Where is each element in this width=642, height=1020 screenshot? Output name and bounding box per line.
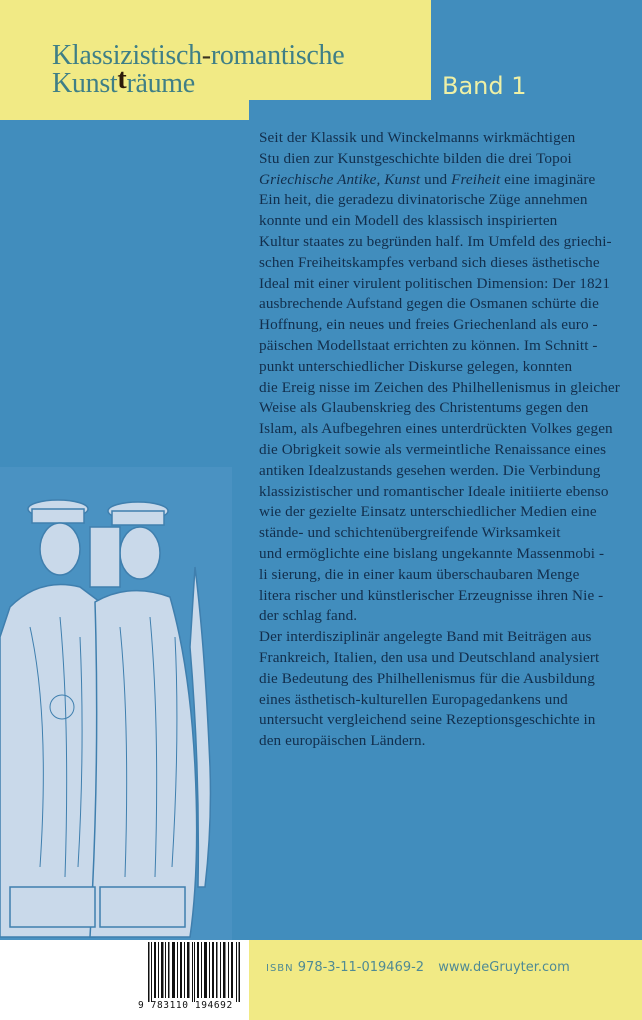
publisher-url[interactable]: www.deGruyter.com: [438, 960, 570, 975]
title-accent-letter: t: [117, 64, 127, 95]
blurb-text: [259, 128, 639, 752]
blurb-line: Islam, als Aufbegehren eines unterdrückten Volkes gegen: [259, 420, 613, 438]
blurb-line: Seit der Klassik und Winckelmanns wirkmächtigen: [259, 129, 576, 146]
blurb-line: den europäischen Ländern.: [259, 732, 426, 750]
blurb-line: Stu dien zur Kunstgeschichte bilden die drei Topoi: [259, 149, 572, 167]
book-title: [52, 42, 344, 98]
blurb-line: Ideal mit einer virulent politischen Dimension: Der 1821: [259, 274, 611, 292]
isbn-number: 978-3-11-019469-2: [297, 960, 425, 975]
blurb-line: schen Freiheitskampfes verband sich dieses ästhetische: [259, 253, 600, 271]
blurb-line: der schlag fand.: [259, 607, 358, 625]
barcode-digits: 9 783110 194692: [138, 1000, 233, 1011]
blurb-line: Ein heit, die geradezu divinatorische Züge annehmen: [259, 191, 588, 209]
volume-label: Band 1: [442, 72, 527, 100]
caryatid-illustration-icon: [0, 467, 232, 940]
title-line-2: [52, 64, 344, 99]
statue-illustration: [0, 467, 232, 940]
blurb-line: Frankreich, Italien, den usa und Deutschland analysiert: [259, 648, 600, 666]
blurb-line: punkt unterschiedlicher Diskurse gelegen, konnten: [259, 357, 573, 375]
title-hyphen: -: [201, 40, 211, 71]
blurb-line: Griechische Antike, Kunst und Freiheit eine imaginäre: [259, 170, 596, 188]
blurb-line: und ermöglichte eine bislang ungekannte Massenmobi -: [259, 544, 605, 562]
blurb-line: stände- und schichtenübergreifende Wirksamkeit: [259, 524, 561, 542]
blurb-line: antiken Idealzustands gesehen werden. Die Verbindung: [259, 461, 601, 479]
blurb-line: Weise als Glaubenskrieg des Christentums gegen den: [259, 399, 589, 417]
blurb-line: die Obrigkeit sowie als vermeintliche Renaissance eines: [259, 440, 607, 458]
blurb-line: ausbrechende Aufstand gegen die Osmanen schürte die: [259, 295, 599, 313]
blurb-line: untersucht vergleichend seine Rezeptionsgeschichte in: [259, 711, 596, 729]
blurb-line: litera rischer und künstlerischer Erzeugnisse ihren Nie -: [259, 586, 604, 604]
blurb-line: konnte und ein Modell des klassisch inspirierten: [259, 212, 558, 230]
blurb-line: li sierung, die in einer kaum überschaubaren Menge: [259, 565, 580, 583]
title-panel-extension: [0, 100, 249, 120]
isbn-label: ISBN: [266, 963, 294, 974]
blurb-line: eines ästhetisch-kulturellen Europagedankens und: [259, 690, 568, 708]
blurb-line: Der interdisziplinär angelegte Band mit Beiträgen aus: [259, 628, 592, 646]
blurb-line: Kultur staates zu begründen half. Im Umfeld des griechi-: [259, 232, 612, 250]
footer-panel: [249, 940, 642, 1020]
title-word: Kunst: [52, 68, 118, 99]
blurb-line: die Bedeutung des Philhellenismus für die Ausbildung: [259, 669, 595, 687]
barcode-icon: [148, 942, 240, 1002]
title-word: romantische: [210, 40, 345, 71]
blurb-line: klassizistischer und romantischer Ideale initiierte ebenso: [259, 482, 609, 500]
blurb-line: päischen Modellstaat errichten zu können. Im Schnitt -: [259, 336, 598, 354]
blurb-line: die Ereig nisse im Zeichen des Philhellenismus in gleicher: [259, 378, 620, 396]
title-line-1: [52, 42, 344, 70]
title-word: Klassizistisch: [52, 40, 202, 71]
blurb-line: wie der gezielte Einsatz unterschiedlicher Medien eine: [259, 503, 597, 521]
isbn-line: [266, 960, 570, 975]
title-word: räume: [126, 68, 195, 99]
blurb-line: Hoffnung, ein neues und freies Griechenland als euro -: [259, 316, 598, 334]
